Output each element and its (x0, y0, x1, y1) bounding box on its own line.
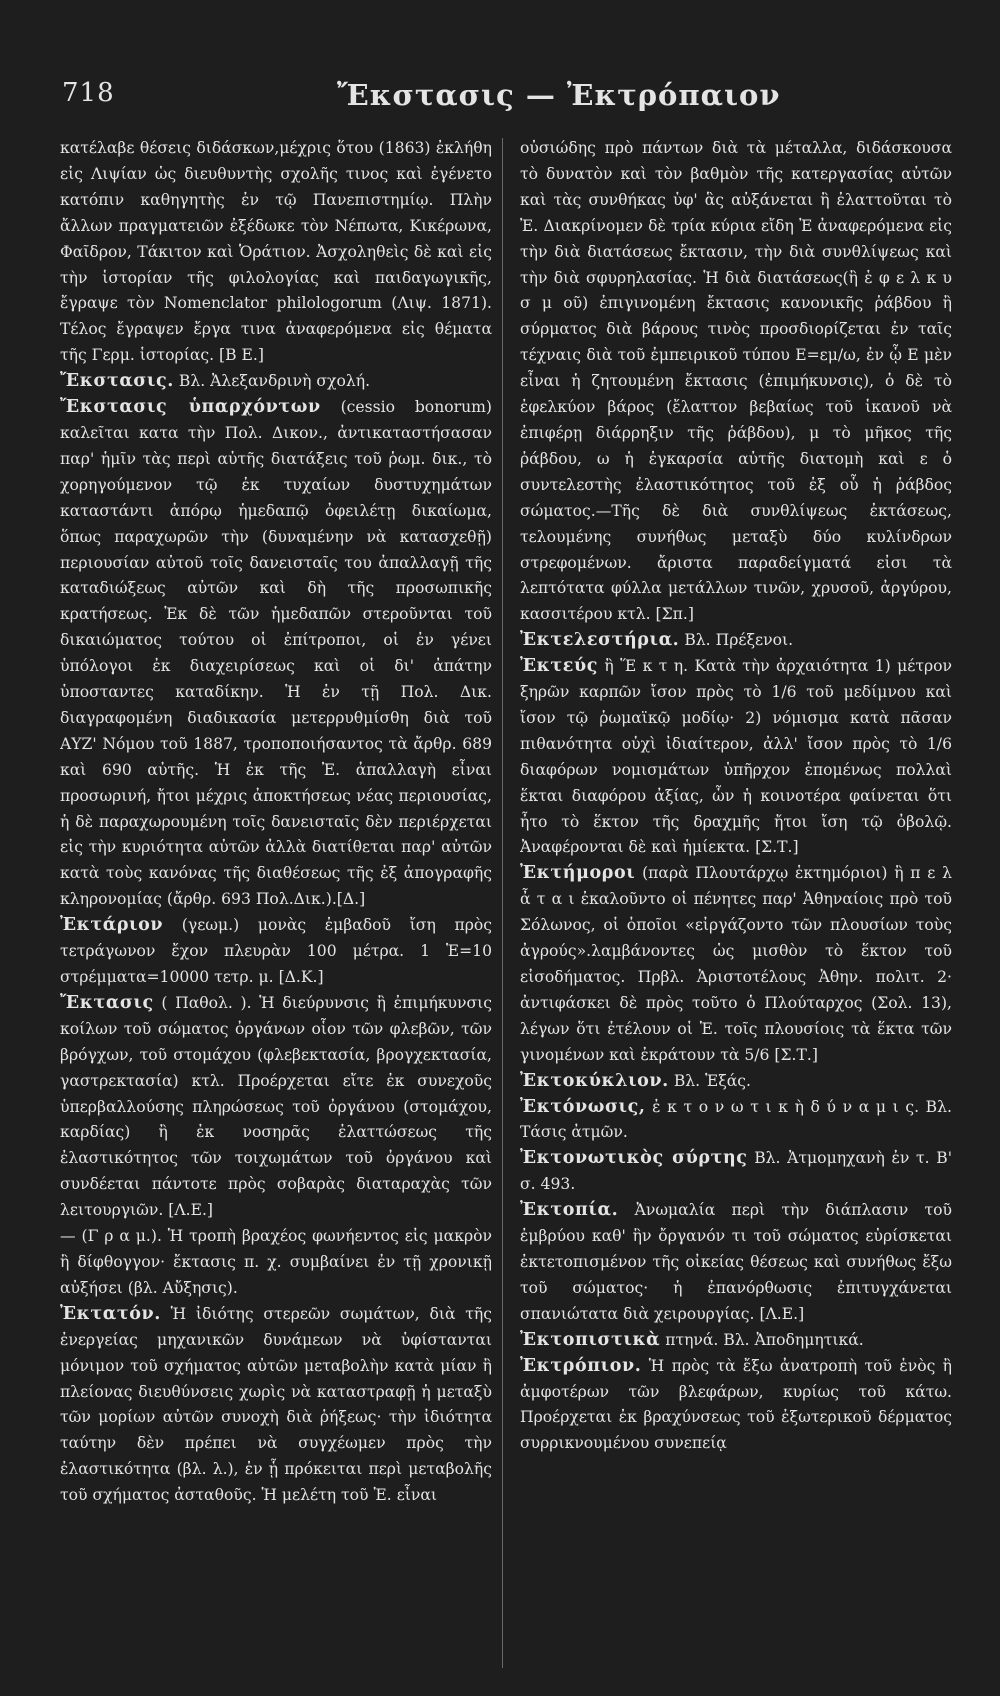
dictionary-entry (520, 1198, 952, 1328)
entry-lemma: Ἐκτρόπιον. (520, 1355, 642, 1376)
entry-lemma: Ἔκστασις ὑπαρχόντων (60, 397, 321, 418)
entry-text: Βλ. Ἀλεξανδρινὴ σχολή. (178, 372, 371, 391)
entry-lemma: Ἐκτάριον (60, 915, 164, 936)
entry-lemma: Ἐκτόνωσις, (520, 1096, 646, 1117)
dictionary-entry (60, 1224, 492, 1302)
entry-text: (παρὰ Πλουτάρχῳ ἑκτημόριοι) ἢ π ε λ ἆ τ α ι ἐκαλοῦντο οἱ πένητες παρ' Ἀθηναίοις πρὸ τοῦ Σόλωνος, οἱ ὁποῖοι «εἰργάζοντο τῶν πλουσίων τοὺς ἀγρούς».λαμβάνοντες ὡς μισθὸν τὸ ἕκτον τοῦ εἰσοδήματος. Πρβλ. Ἀριστοτέλους Ἀθην. πολιτ. 2· ἀντιφάσκει δὲ πρὸς τοῦτο ὁ Πλούταρχος (Σολ. 13), λέγων ὅτι ἐτέλουν οἱ Ἑ. τοῖς πλουσίοις τὰ ἕκτα τῶν γινομένων καὶ ἐκράτουν τὰ 5/6 [Σ.Τ.] (520, 864, 952, 1064)
entry-lemma: Ἔκστασις. (60, 371, 174, 392)
entry-lemma: Ἐκτεύς (520, 656, 598, 677)
dictionary-entry (520, 861, 952, 1068)
entry-text: (γεωμ.) μονὰς ἐμβαδοῦ ἴση πρὸς τετράγωνον ἔχον πλευρὰν 100 μέτρα. 1 Ἑ=10 στρέμματα=10000 τετρ. μ. [Δ.Κ.] (60, 916, 492, 986)
entry-text: ἐ κ τ ο ν ω τ ι κ ὴ δ ύ ν α μ ι ς. Βλ. Τάσις ἀτμῶν. (520, 1097, 952, 1142)
entry-text: Βλ. Πρέξενοι. (684, 631, 794, 650)
entry-text: οὐσιώδης πρὸ πάντων διὰ τὰ μέταλλα, διδάσκουσα τὸ δυνατὸν καὶ τὸν βαθμὸν τῆς κατεργασίας αὐτῶν καὶ τὰς συνθήκας ὑφ' ἃς αὐξάνεται ἢ ἐλαττοῦται τὸ Ἐ. Διακρίνομεν δὲ τρία κύρια εἴδη Ἐ ἀναφερόμενα εἰς τὴν διὰ διατάσεως ἔκτασιν, τὴν διὰ συνθλίψεως καὶ τὴν διὰ σφυρηλασίας. Ἡ διὰ διατάσεως(ἢ ἑ φ ε λ κ υ σ μ οῦ) ἐπιγινομένη ἔκτασις κανονικῆς ῥάβδου ἢ σύρματος διὰ βάρους τινὸς προσδιορίζεται ἐν ταῖς τέχναις διὰ τοῦ ἐμπειρικοῦ τύπου Ε=εμ/ω, ἐν ᾧ Ε μὲν εἶναι ἡ ζητουμένη ἔκτασις (ἐπιμήκυνσις), ὁ δὲ τὸ ἐφελκύον βάρος (ἔλαττον βεβαίως τοῦ ἱκανοῦ νὰ ἐπιφέρῃ διάρρηξιν τῆς ῥάβδου), μ τὸ μῆκος τῆς ῥάβδου, ω ἡ ἐγκαρσία αὐτῆς διατομὴ καὶ ε ὁ συντελεστὴς ἐλαστικότητος τοῦ ἐξ οὗ ἡ ῥάβδος σώματος.—Τῆς δὲ διὰ συνθλίψεως ἐκτάσεως, τελουμένης συνήθως μεταξὺ δύο κυλίνδρων στρεφομένων. ἄριστα παραδείγματά εἰσι τὰ λεπτότατα φύλλα μετάλλων τινῶν, χρυσοῦ, ἀργύρου, κασσιτέρου κτλ. [Σπ.] (520, 139, 952, 624)
dictionary-entry (520, 1146, 952, 1198)
right-column (520, 136, 952, 1676)
entry-text: κατέλαβε θέσεις διδάσκων,μέχρις ὅτου (1863) ἐκλήθη εἰς Λιψίαν ὡς διευθυντὴς σχολῆς τινος καὶ ἐγένετο κατόπιν καθηγητὴς ἐν τῷ Πανεπιστημίῳ. Πλὴν ἄλλων πραγματειῶν ἐξέδωκε τὸν Νέπωτα, Κικέρωνα, Φαῖδρον, Τάκιτον καὶ Ὁράτιον. Ἀσχοληθεὶς δὲ καὶ εἰς τὴν ἱστορίαν τῆς φιλολογίας καὶ παιδαγωγικῆς, ἔγραψε τὸν Nomenclator philologorum (Λιψ. 1871). Τέλος ἔγραψεν ἔργα τινα ἀναφερόμενα εἰς θέματα τῆς Γερμ. ἱστορίας. [Β Ε.] (60, 139, 492, 365)
entry-lemma: Ἐκτατόν. (60, 1303, 161, 1324)
entry-text: πτηνά. Βλ. Ἀποδημητικά. (665, 1330, 864, 1349)
dictionary-entry (60, 991, 492, 1224)
dictionary-entry (60, 136, 492, 369)
dictionary-entry (520, 1069, 952, 1095)
entry-text: ( Παθολ. ). Ἡ διεύρυνσις ἢ ἐπιμήκυνσις κοίλων τοῦ σώματος ὀργάνων οἷον τῶν φλεβῶν, τῶν βρόγχων, τοῦ στομάχου (φλεβεκτασία, βρογχεκτασία, γαστρεκτασία) κτλ. Προέρχεται εἴτε ἐκ συνεχοῦς ὑπερβαλλούσης πληρώσεως τοῦ ὀργάνου (στομάχου, καρδίας) ἢ ἐκ νοσηρᾶς ἐλαττώσεως τῆς ἐλαστικότητος τῶν τοιχωμάτων τοῦ ὀργάνου καὶ συνδέεται πάντοτε πρὸς σοβαρὰς διαταραχὰς τῶν λειτουργιῶν. [Λ.Ε.] (60, 993, 492, 1220)
dictionary-entry (60, 913, 492, 991)
entry-text: (cessio bonorum) καλεῖται κατα τὴν Πολ. Δικον., ἀντικαταστήσασαν παρ' ἡμῖν τὰς περὶ αὐτῆς διατάξεις τοῦ ῥωμ. δικ., τὸ χορηγούμενον τῷ ἐκ τυχαίων δυστυχημάτων καταστάντι ἀπόρῳ ἡμεδαπῷ ὀφειλέτῃ δικαίωμα, ὅπως παραχωρῶν τὴν (δυναμένην νὰ κατασχεθῇ) περιουσίαν αὐτοῦ τοῖς δανεισταῖς του ἀπαλλαγῇ τῆς καταδιώξεως αὐτῶν καὶ δὴ τῆς προσωπικῆς κρατήσεως. Ἐκ δὲ τῶν ἡμεδαπῶν στεροῦνται τοῦ δικαιώματος τούτου οἱ ἐπίτροποι, οἱ ἐν γένει ὑπόλογοι ἐκ διαχειρίσεως καὶ οἱ δι' ἀπάτην ὑποσταντες καταδίκην. Ἡ ἐν τῇ Πολ. Δικ. διαγραφομένη διαδικασία μετερρυθμίσθη διὰ τοῦ ΑΥΖ' Νόμου τοῦ 1887, τροποποιήσαντος τὰ ἄρθρ. 689 καὶ 690 αὐτῆς. Ἡ ἐκ τῆς Ἐ. ἀπαλλαγὴ εἶναι προσωρινή, ἤτοι μέχρις ἀποκτήσεως νέας περιουσίας, ἡ δὲ παραχωρουμένη τοῖς δανεισταῖς δὲν περιέρχεται εἰς τὴν κυριότητα αὐτῶν ἀλλὰ διατίθεται παρ' αὐτῶν κατὰ τοὺς κανόνας τῆς διαθέσεως τῆς ἐξ ἀπογραφῆς κληρονομίας (ἄρθρ. 693 Πολ.Δικ.).[Δ.] (60, 398, 492, 909)
dictionary-entry (60, 395, 492, 913)
dictionary-entry (60, 369, 492, 395)
entry-text: ἢ Ἕ κ τ η. Κατὰ τὴν ἀρχαιότητα 1) μέτρον ξηρῶν καρπῶν ἴσον πρὸς τὸ 1/6 τοῦ μεδίμνου καὶ ἴσον τῷ ῥωμαϊκῷ μοδίῳ· 2) νόμισμα κατὰ πᾶσαν πιθανότητα οὐχὶ ἰδιαίτερον, ἀλλ' ἴσον πρὸς τὸ 1/6 διαφόρων νομισμάτων ὑπῆρχον ἑπομένως πολλαὶ ἕκται διαφόρου ἀξίας, ὧν ἡ κοινοτέρα φαίνεται ὅτι ἦτο τὸ ἕκτον τῆς δραχμῆς ἤτοι ἴση τῷ ὀβολῷ. Ἀναφέρονται δὲ καὶ ἡμίεκτα. [Σ.Τ.] (520, 657, 952, 857)
dictionary-entry (520, 1354, 952, 1458)
entry-lemma: Ἐκτοπιστικὰ (520, 1329, 661, 1350)
left-column (60, 136, 492, 1676)
entry-text: Ἡ πρὸς τὰ ἔξω ἀνατροπὴ τοῦ ἑνὸς ἢ ἀμφοτέρων τῶν βλεφάρων, κυρίως τοῦ κάτω. Προέρχεται ἐκ βραχύνσεως τοῦ ἐξωτερικοῦ δέρματος συρρικνουμένου συνεπείᾳ (520, 1356, 952, 1453)
page-header (62, 78, 945, 118)
entry-lemma: Ἔκτασις (60, 992, 154, 1013)
dictionary-entry (520, 654, 952, 861)
entry-lemma: Ἐκτοκύκλιον. (520, 1070, 669, 1091)
dictionary-entry (520, 1328, 952, 1354)
dictionary-entry (520, 1095, 952, 1147)
running-head: Ἔκστασις — Ἐκτρόπαιον (337, 78, 781, 112)
dictionary-entry (520, 136, 952, 628)
entry-text: Ἀνωμαλία περὶ τὴν διάπλασιν τοῦ ἐμβρύου καθ' ἣν ὄργανόν τι τοῦ σώματος εὑρίσκεται ἐκτετοπισμένον τῆς οἰκείας θέσεως καὶ συνήθως ἔξω τοῦ σώματος· ἡ ἐπανόρθωσις ἐπιτυγχάνεται σπανιώτατα διὰ χειρουργίας. [Λ.Ε.] (520, 1201, 952, 1323)
entry-text: Ἡ ἰδιότης στερεῶν σωμάτων, διὰ τῆς ἐνεργείας μηχανικῶν δυνάμεων νὰ ὑφίστανται μόνιμον τοῦ σχήματος αὐτῶν μεταβολὴν κατὰ μίαν ἢ πλείονας διευθύνσεις χωρὶς νὰ καταστραφῇ ἡ μεταξὺ τῶν μορίων αὐτῶν συνοχὴ διὰ ῥήξεως· τὴν ἰδιότητα ταύτην δὲν πρέπει νὰ συγχέωμεν πρὸς τὴν ἐλαστικότητα (βλ. λ.), ἐν ᾗ πρόκειται περὶ μεταβολῆς τοῦ σχήματος ἀσταθοῦς. Ἡ μελέτη τοῦ Ἐ. εἶναι (60, 1304, 492, 1505)
column-divider (502, 138, 503, 1668)
entry-text: Βλ. Ἑξάς. (673, 1071, 751, 1090)
entry-text: Βλ. Ἀτμομηχανὴ ἐν τ. Β' σ. 493. (520, 1149, 952, 1194)
entry-lemma: Ἐκτήμοροι (520, 863, 636, 884)
dictionary-entry (520, 628, 952, 654)
entry-lemma: Ἐκτοπία. (520, 1200, 619, 1221)
entry-text: — (Γ ρ α μ.). Ἡ τροπὴ βραχέος φωνήεντος εἰς μακρὸν ἢ δίφθογγον· ἔκτασις π. χ. συμβαίνει ἐν τῇ χρονικῇ αὐξήσει (βλ. Αὔξησις). (60, 1227, 492, 1297)
entry-lemma: Ἐκτελεστήρια. (520, 630, 680, 651)
page-number: 718 (62, 78, 115, 108)
entry-lemma: Ἐκτονωτικὸς σύρτης (520, 1148, 748, 1169)
dictionary-entry (60, 1302, 492, 1509)
